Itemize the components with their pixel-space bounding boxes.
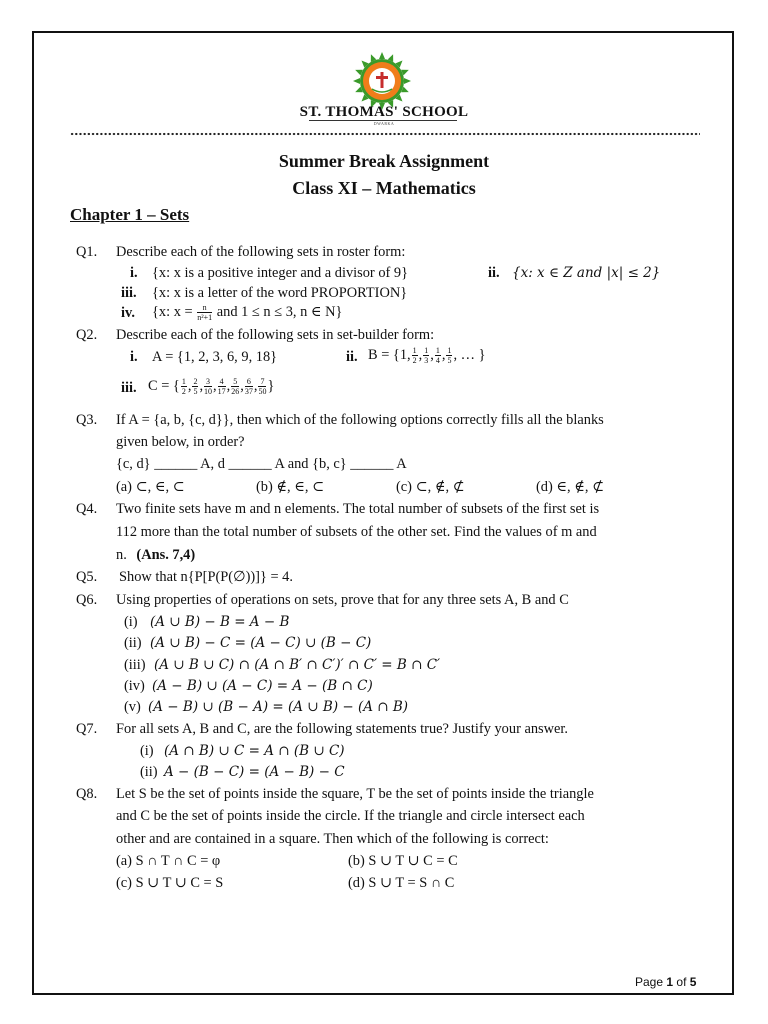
- question-text: Describe each of the following sets in set-builder form:: [116, 327, 435, 343]
- item-expression: A − (B − C) = (A − B) − C: [164, 764, 345, 780]
- numerator: 1: [447, 346, 452, 355]
- numerator: 5: [233, 377, 238, 386]
- numerator: 7: [260, 377, 265, 386]
- fraction-list: $\frac{1}{2}$ , $\frac{1}{3}$ , $\frac{1}{4}$ , $\frac{1}{5}$: [412, 346, 452, 365]
- item-expression: (A ∪ B) − C = (A − C) ∪ (B − C): [150, 635, 372, 651]
- question-number: Q5.: [76, 569, 98, 585]
- item-label: (iii): [124, 657, 146, 673]
- item-label: (i): [140, 743, 154, 759]
- item-label: i.: [130, 265, 138, 281]
- item-label: ii.: [488, 265, 500, 281]
- denominator: 17: [217, 387, 226, 396]
- school-logo: [351, 51, 413, 111]
- question-number: Q1.: [76, 244, 98, 260]
- question-text: Using properties of operations on sets, prove that for any three sets A, B and C: [116, 592, 569, 608]
- expr-part: }: [267, 377, 275, 394]
- fraction: [181, 377, 187, 396]
- page-number: [635, 975, 696, 989]
- expr-part: C = {: [148, 377, 180, 394]
- item-text: {x: x is a positive integer and a divisor of 9}: [152, 265, 409, 281]
- item-label: i.: [130, 349, 138, 365]
- option: (c) S ∪ T ∪ C = S: [116, 875, 224, 891]
- item-label: (iv): [124, 678, 145, 694]
- question-text: Let S be the set of points inside the square, T be the set of points inside the triangle: [116, 786, 594, 802]
- question-text: For all sets A, B and C, are the following statements true? Justify your answer.: [116, 721, 569, 737]
- expr-part: B = {1,: [368, 346, 411, 363]
- question-text-part: n.: [116, 547, 127, 563]
- item-expression: (A − B) ∪ (B − A) = (A ∪ B) − (A ∩ B): [148, 699, 409, 715]
- question-number: Q3.: [76, 412, 98, 428]
- item-label: (ii): [124, 635, 142, 651]
- denominator: 3: [424, 356, 429, 365]
- item-text: [152, 303, 342, 322]
- fraction: [258, 377, 266, 396]
- item-expression: (A ∩ B) ∪ C = A ∩ (B ∪ C): [164, 743, 345, 759]
- item-text: [148, 377, 274, 396]
- denominator: 37: [244, 387, 253, 396]
- item-label: (i): [124, 614, 138, 630]
- denominator: 5: [447, 356, 452, 365]
- question-number: Q8.: [76, 786, 98, 802]
- item-label: ii.: [346, 349, 358, 365]
- item-expression: (A ∪ B ∪ C) ∩ (A ∩ B′ ∩ C′)′ ∩ C′ = B ∩ C′: [154, 657, 441, 673]
- item-text: [368, 346, 486, 365]
- option: (d) ∈, ∉, ⊄: [536, 479, 605, 495]
- of-word: of: [676, 975, 687, 989]
- denominator: 2: [181, 387, 186, 396]
- numerator: 3: [206, 377, 211, 386]
- numerator: 1: [181, 377, 186, 386]
- question-text: {c, d} ______ A, d ______ A and {b, c} ______ A: [116, 456, 407, 472]
- denominator: 2: [412, 356, 417, 365]
- numerator: 4: [219, 377, 224, 386]
- denominator: 5: [193, 387, 198, 396]
- question-number: Q7.: [76, 721, 98, 737]
- item-label: iv.: [121, 305, 135, 321]
- option: (d) S ∪ T = S ∩ C: [348, 875, 455, 891]
- question-text: If A = {a, b, {c, d}}, then which of the following options correctly fills all the blanks: [116, 412, 604, 428]
- numerator: 1: [424, 346, 429, 355]
- question-text: given below, in order?: [116, 434, 245, 450]
- denominator: 26: [231, 387, 240, 396]
- fraction: [245, 377, 253, 396]
- denominator: 50: [258, 387, 267, 396]
- fraction: [204, 377, 212, 396]
- item-text: {x: x ∈ Z and |x| ≤ 2}: [512, 265, 661, 281]
- item-text: {x: x is a letter of the word PROPORTION}: [152, 285, 408, 301]
- option: (b) S ∪ T ∪ C = C: [348, 853, 458, 869]
- fraction-list: $\frac{1}{2}$ , $\frac{2}{5}$ , $\frac{3}{10}$ , $\frac{4}{17}$ , $\frac{5}{26}$ , $\frac{6}{37}$ , $\frac{7}{50}$: [181, 377, 267, 396]
- option: (a) ⊂, ∈, ⊂: [116, 479, 185, 495]
- numerator: 1: [412, 346, 417, 355]
- answer: (Ans. 7,4): [136, 547, 196, 563]
- expr-part: {x: x =: [152, 303, 193, 320]
- assignment-title: Summer Break Assignment: [278, 151, 490, 171]
- numerator: n: [197, 303, 212, 313]
- page-word: Page: [635, 975, 664, 989]
- total-pages: 5: [689, 975, 697, 989]
- denominator: n²+1: [197, 313, 213, 322]
- fraction: [218, 377, 226, 396]
- numerator: 1: [435, 346, 440, 355]
- denominator: 10: [204, 387, 213, 396]
- question-text: [116, 547, 195, 564]
- assignment-subtitle: Class XI – Mathematics: [292, 178, 476, 198]
- question-text: Describe each of the following sets in roster form:: [116, 244, 406, 260]
- option: (b) ∉, ∈, ⊂: [256, 479, 325, 495]
- dotted-separator: [70, 132, 700, 136]
- item-text: A = {1, 2, 3, 6, 9, 18}: [152, 349, 278, 365]
- question-number: Q6.: [76, 592, 98, 608]
- question-text: Two finite sets have m and n elements. The total number of subsets of the first set is: [116, 501, 600, 517]
- denominator: 4: [435, 356, 440, 365]
- question-text: Show that n{P[P(P(∅))]} = 4.: [119, 569, 293, 585]
- fraction: [423, 346, 429, 365]
- item-label: (ii): [140, 764, 158, 780]
- item-expression: (A − B) ∪ (A − C) = A − (B ∩ C): [152, 678, 373, 694]
- question-text: 112 more than the total number of subsets of the other set. Find the values of m and: [116, 524, 597, 540]
- fraction: [435, 346, 441, 365]
- school-name: ST. THOMAS' SCHOOL: [299, 104, 469, 120]
- numerator: 6: [246, 377, 251, 386]
- fraction: [197, 303, 212, 322]
- school-location: DWARKA: [373, 121, 395, 126]
- question-number: Q4.: [76, 501, 98, 517]
- question-number: Q2.: [76, 327, 98, 343]
- question-text: other and are contained in a square. Then which of the following is correct:: [116, 831, 549, 847]
- numerator: 2: [193, 377, 198, 386]
- expr-part: , … }: [453, 346, 486, 363]
- fraction: [192, 377, 198, 396]
- item-label: (v): [124, 699, 141, 715]
- item-label: iii.: [121, 380, 137, 396]
- fraction: [446, 346, 452, 365]
- option: (a) S ∩ T ∩ C = φ: [116, 853, 221, 869]
- option: (c) ⊂, ∉, ⊄: [396, 479, 465, 495]
- current-page: 1: [666, 975, 674, 989]
- chapter-heading: Chapter 1 – Sets: [70, 205, 190, 224]
- fraction: [412, 346, 418, 365]
- expr-part: and 1 ≤ n ≤ 3, n ∈ N}: [216, 303, 343, 320]
- item-expression: (A ∪ B) − B = A − B: [150, 614, 290, 630]
- fraction: [231, 377, 239, 396]
- question-text: and C be the set of points inside the circle. If the triangle and circle intersect each: [116, 808, 585, 824]
- item-label: iii.: [121, 285, 137, 301]
